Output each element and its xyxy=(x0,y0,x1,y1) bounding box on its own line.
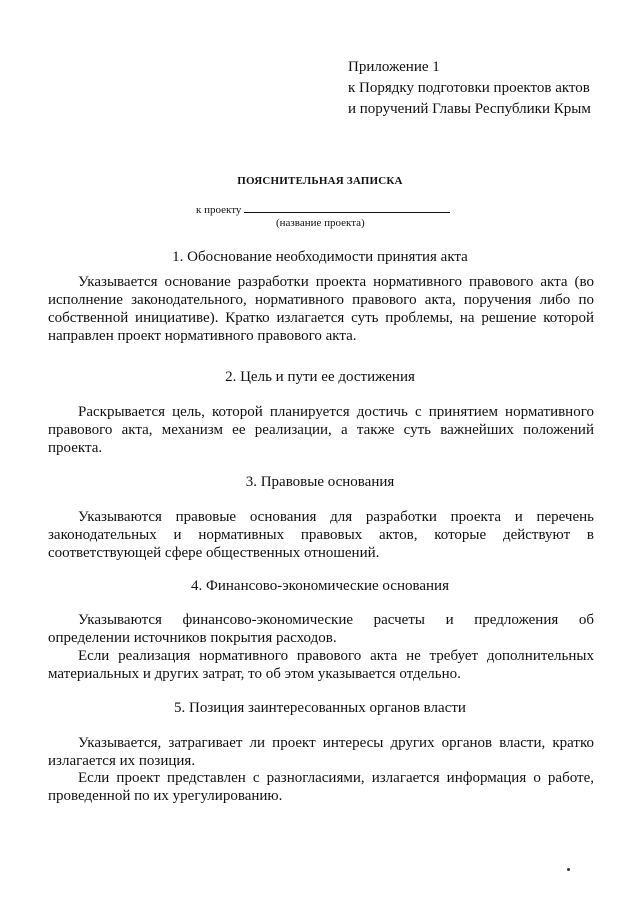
section-heading-1: 1. Обоснование необходимости принятия акта xyxy=(172,249,468,265)
section-heading-3: 3. Правовые основания xyxy=(245,474,395,490)
project-label: к проекту xyxy=(196,204,242,216)
section-5-paragraph-1: Указывается, затрагивает ли проект интересы других органов власти, кратко излагается их позиция. xyxy=(48,735,594,769)
section-4-paragraph-2: Если реализация нормативного правового акта не требует дополнительных материальных и других затрат, то об этом указывается отдельно. xyxy=(48,648,594,682)
section-3-paragraph-1: Указываются правовые основания для разработки проекта и перечень законодательных и нормативных правовых актов, которые действуют в соответствующей сфере общественных отношений. xyxy=(48,509,594,561)
project-name-line xyxy=(196,202,450,217)
section-1-paragraph-1: Указывается основание разработки проекта нормативного правового акта (во исполнение законодательного, нормативного правового акта, поручения либо по собственной инициативе). Кратко излагается суть проблемы, на решение которой направлен проект нормативного правового акта. xyxy=(48,274,594,344)
section-heading-4: 4. Финансово-экономические основания xyxy=(191,578,449,594)
section-2-paragraph-1: Раскрывается цель, которой планируется достичь с принятием нормативного правового акта, механизм ее реализации, а также суть важнейших положений проекта. xyxy=(48,404,594,456)
annex-reference-line-2: и поручений Главы Республики Крым xyxy=(348,101,591,117)
project-name-hint: (название проекта) xyxy=(276,217,365,229)
annex-header xyxy=(348,57,591,120)
document-title: ПОЯСНИТЕЛЬНАЯ ЗАПИСКА xyxy=(237,175,403,187)
annex-number: Приложение 1 xyxy=(348,59,440,75)
project-name-blank xyxy=(244,202,450,213)
scan-speck xyxy=(567,868,570,871)
section-heading-5: 5. Позиция заинтересованных органов власти xyxy=(174,700,466,716)
section-5-paragraph-2: Если проект представлен с разногласиями, излагается информация о работе, проведенной по их урегулированию. xyxy=(48,770,594,804)
annex-reference-line-1: к Порядку подготовки проектов актов xyxy=(348,80,590,96)
section-heading-2: 2. Цель и пути ее достижения xyxy=(225,369,415,385)
section-4-paragraph-1: Указываются финансово-экономические расчеты и предложения об определении источников покрытия расходов. xyxy=(48,612,594,646)
